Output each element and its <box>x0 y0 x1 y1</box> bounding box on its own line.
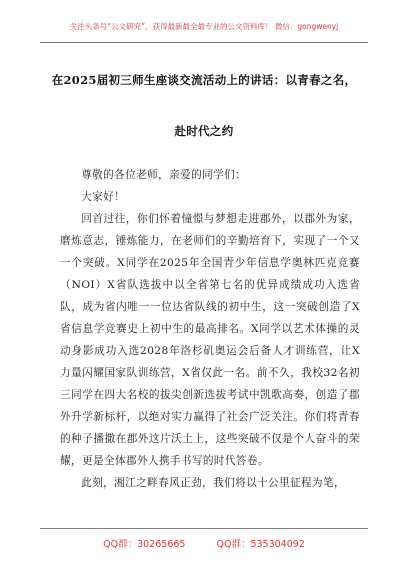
body-paragraph-2: 此刻，湘江之畔春风正劲，我们将以十公里征程为笔， <box>81 477 346 489</box>
greeting: 大家好！ <box>81 191 126 203</box>
footer-divider <box>40 528 368 529</box>
document-title-line2: 赴时代之约 <box>174 124 234 138</box>
salutation: 尊敬的各位老师，亲爱的同学们： <box>81 169 247 181</box>
salutation-block <box>60 164 360 494</box>
header-note: 关注头条号“公文研究”，获得最新最全最专业的公文资料库！ 微信：gongwenyj <box>69 22 339 31</box>
footer-qq-group-1: QQ群：30265665 <box>103 539 186 550</box>
footer <box>0 536 408 550</box>
body-paragraph-1: 回首过往，你们怀着憧憬与梦想走进郡外，以郡外为家，磨炼意志，锤炼能力，在老师们的辛勤培育下，实现了一个又一个突破。X同学在2025年全国青少年信息学奥林匹克竞赛（NOI）X省队选拔中以全省第七名的优异成绩成功入选省队，成为省内唯一一位达省队线的初中生，这一突破创造了X省信息学竞赛史上初中生的最高排名。X同学以艺术体操的灵动身影成功入选2028年洛杉矶奥运会后备人才训练营，让X力量闪耀国家队训练营，X省仅此一名。前不久，我校32名初三同学在四大名校的拔尖创新选拔考试中凯歌高奏，创造了郡外升学新标杆，以绝对实力赢得了社会广泛关注。你们将青春的种子播撒在郡外这片沃土上，这些突破不仅是个人奋斗的荣耀，更是全体郡外人携手书写的时代答卷。 <box>60 213 360 467</box>
footer-qq-group-2: QQ群：535304092 <box>216 539 305 550</box>
document-title-line1: 在2025届初三师生座谈交流活动上的讲话：以青春之名， <box>51 73 357 87</box>
header-divider <box>40 42 368 43</box>
